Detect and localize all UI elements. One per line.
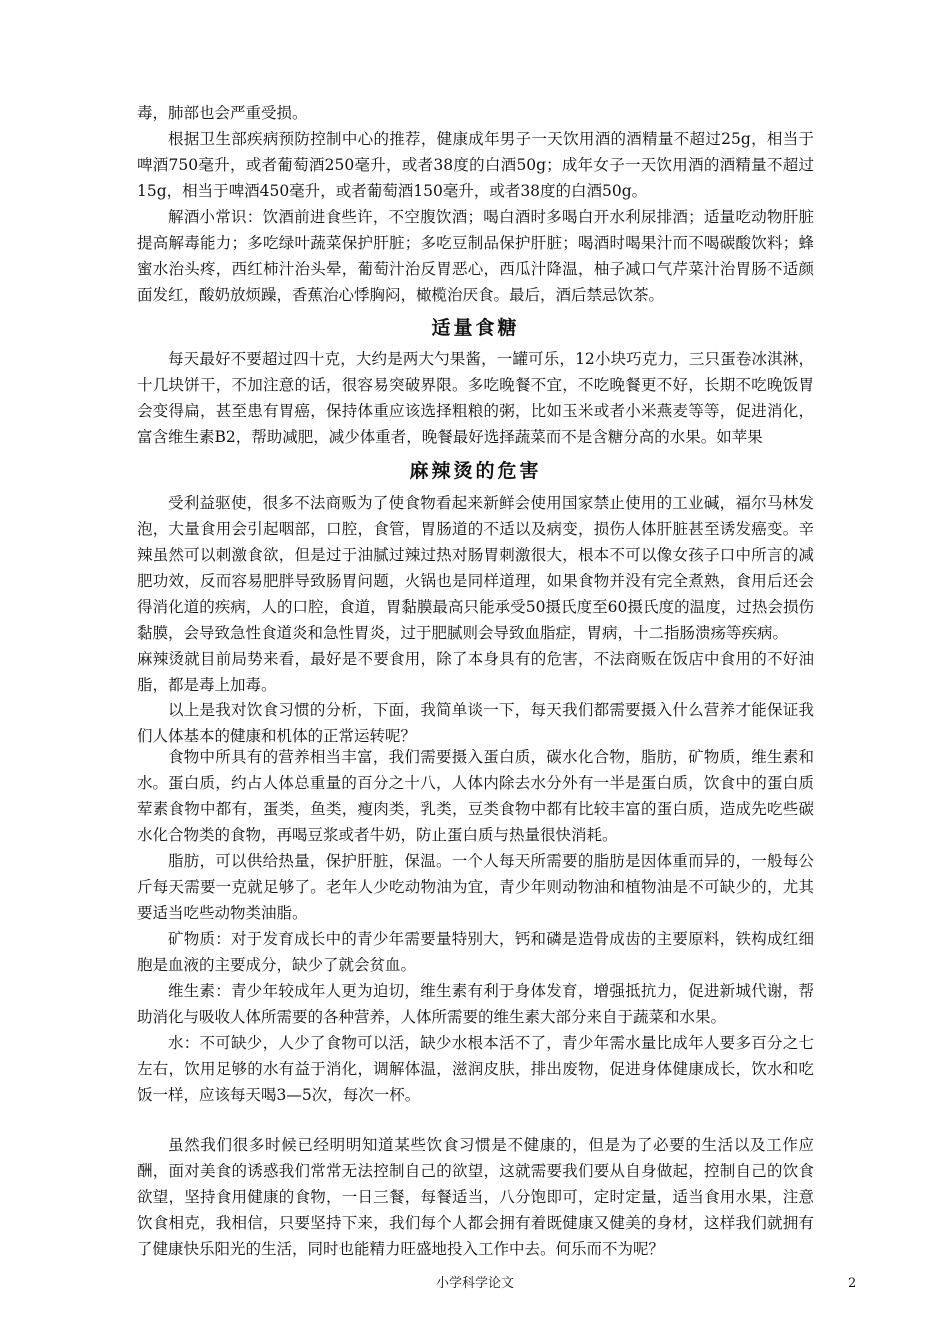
heading-malatang: 麻辣烫的危害 [409,460,542,482]
paragraph-alcohol-limit: 根据卫生部疾病预防控制中心的推荐，健康成年男子一天饮用酒的酒精量不超过25g，相当于啤酒750毫升，或者葡萄酒250毫升，或者38度的白酒50g；成年女子一天饮用酒的酒精量不超过15g，相当于啤酒450毫升，或者葡萄酒150毫升，或者38度的白酒50g。 [137,130,814,200]
paragraph-nutrients-list: 食物中所具有的营养相当丰富，我们需要摄入蛋白质，碳水化合物，脂肪，矿物质，维生素和水。 [137,748,814,792]
paragraph-nutrition-intro: 以上是我对饮食习惯的分析，下面，我简单谈一下，每天我们都需要摄入什么营养才能保证我们人体基本的健康和机体的正常运转呢？ [137,701,814,745]
paragraph-protein: 蛋白质，约占人体总重量的百分之十八，人体内除去水分外有一半是蛋白质，饮食中的蛋白质荤素食物中都有，蛋类，鱼类，瘦肉类，乳类，豆类食物中都有比较丰富的蛋白质，造成先吃些碳水化合物类的食物，再喝豆浆或者牛奶，防止蛋白质与热量很快消耗。 [137,774,814,844]
paragraph-water: 水：不可缺少，人少了食物可以活，缺少水根本活不了，青少年需水量比成年人要多百分之七左右，饮用足够的水有益于消化，调解体温，滋润皮肤，排出废物，促进身体健康成长，饮水和吃饭一样，应该每天喝3—5次，每次一杯。 [137,1034,814,1104]
paragraph-sugar: 每天最好不要超过四十克，大约是两大勺果酱，一罐可乐，12小块巧克力，三只蛋卷冰淇淋，十几块饼干，不加注意的话，很容易突破界限。多吃晚餐不宜，不吃晚餐更不好，长期不吃晚饭胃会变得扁，甚至患有胃癌，保持体重应该选择粗粮的粥，比如玉米或者小米燕麦等等，促进消化，富含维生素B2，帮助减肥，减少体重者，晚餐最好选择蔬菜而不是含糖分高的水果。如苹果 [137,350,814,446]
paragraph-minerals: 矿物质：对于发育成长中的青少年需要量特别大，钙和磷是造骨成齿的主要原料，铁构成红细胞是血液的主要成分，缺少了就会贫血。 [137,930,814,974]
paragraph-malatang-advice: 麻辣烫就目前局势来看，最好是不要食用，除了本身具有的危害，不法商贩在饭店中食用的不好油脂，都是毒上加毒。 [137,650,814,694]
heading-sugar: 适量食糖 [431,317,520,339]
page-number: 2 [848,1276,857,1291]
paragraph-fat: 脂肪，可以供给热量，保护肝脏，保温。一个人每天所需要的脂肪是因体重而异的，一般每公斤每天需要一克就足够了。老年人少吃动物油为宜，青少年则动物油和植物油是不可缺少的，尤其要适当吃些动物类油脂。 [137,852,814,922]
paragraph-lung: 毒，肺部也会严重受损。 [137,104,308,122]
footer-title: 小学科学论文 [435,1276,514,1291]
paragraph-malatang-harm: 受利益驱使，很多不法商贩为了使食物看起来新鲜会使用国家禁止使用的工业碱，福尔马林发泡，大量食用会引起咽部，口腔，食管，胃肠道的不适以及病变，损伤人体肝脏甚至诱发癌变。辛辣虽然可以刺激食欲，但是过于油腻过辣过热对肠胃刺激很大，根本不可以像女孩子口中所言的减肥功效，反而容易肥胖导致肠胃问题，火锅也是同样道理，如果食物并没有完全煮熟，食用后还会得消化道的疾病，人的口腔，食道，胃黏膜最高只能承受50摄氏度至60摄氏度的温度，过热会损伤黏膜，会导致急性食道炎和急性胃炎，过于肥腻则会导致血脂症，胃病，十二指肠溃疡等疾病。 [137,494,814,642]
paragraph-vitamins: 维生素：青少年较成年人更为迫切，维生素有利于身体发育，增强抵抗力，促进新城代谢，帮助消化与吸收人体所需要的各种营养，人体所需要的维生素大部分来自于蔬菜和水果。 [137,982,814,1026]
paragraph-hangover-tips: 解酒小常识：饮酒前进食些许，不空腹饮酒；喝白酒时多喝白开水利尿排酒；适量吃动物肝脏提高解毒能力；多吃绿叶蔬菜保护肝脏；多吃豆制品保护肝脏；喝酒时喝果汁而不喝碳酸饮料；蜂蜜水治头疼，西红柿汁治头晕，葡萄汁治反胃恶心，西瓜汁降温，柚子减口气芹菜汁治胃肠不适颜面发红，酸奶放烦躁，香蕉治心悸胸闷，橄榄治厌食。最后，酒后禁忌饮茶。 [137,208,814,304]
paragraph-conclusion: 虽然我们很多时候已经明明知道某些饮食习惯是不健康的，但是为了必要的生活以及工作应酬，面对美食的诱惑我们常常无法控制自己的欲望，这就需要我们要从自身做起，控制自己的饮食欲望，坚持食用健康的食物，一日三餐，每餐适当，八分饱即可，定时定量，适当食用水果，注意饮食相克，我相信，只要坚持下来，我们每个人都会拥有着既健康又健美的身材，这样我们就拥有了健康快乐阳光的生活，同时也能精力旺盛地投入工作中去。何乐而不为呢？ [137,1136,814,1258]
